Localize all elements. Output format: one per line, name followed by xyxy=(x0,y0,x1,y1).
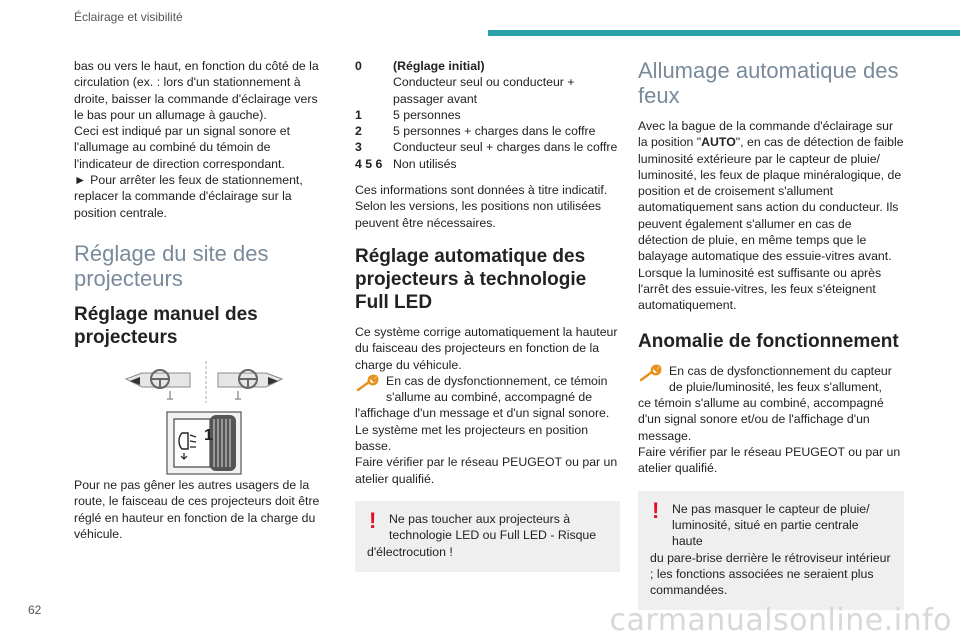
fault-lead-text: En cas de dysfonctionnement, ce témoin s'allume au combiné, accompagné de xyxy=(386,373,608,405)
position-subtext: Conducteur seul ou conducteur + passager avant xyxy=(393,75,575,106)
alert-cont-text: d'électrocution ! xyxy=(367,544,453,559)
intro-text: bas ou vers le haut, en fonction du côté de la circulation (ex. : lors d'un stationnement à droite, baisser la commande d'éclairage vers le bas pour un allumage à gauche). xyxy=(74,59,319,122)
sensor-fault-lead-text: En cas de dysfonctionnement du capteur de pluie/luminosité, les feux s'allument, xyxy=(669,363,892,394)
exclamation-icon: ! xyxy=(369,507,377,533)
heading-auto-lights: Allumage automatique des feux xyxy=(638,58,899,108)
position-description: 5 personnes xyxy=(393,107,461,122)
bullet-arrow-icon: ► xyxy=(74,173,87,188)
wrench-warning-icon xyxy=(638,363,664,385)
auto-position-label: AUTO xyxy=(701,135,736,150)
heading-auto-adjust: Réglage automatique des projecteurs à technologie Full LED xyxy=(355,245,587,313)
heading-site: Réglage du site des projecteurs xyxy=(74,240,269,291)
exclamation-icon: ! xyxy=(652,497,660,523)
auto-lights-text xyxy=(638,118,904,265)
heading-anomaly: Anomalie de fonctionnement xyxy=(638,330,899,352)
alert-cont-text: du pare-brise derrière le rétroviseur intérieur ; les fonctions associées ne seraient plus commandées. xyxy=(650,550,891,598)
auto-lights-text-b: ", en cas de détection de faible luminosité extérieure par le capteur de pluie/ luminosité, les feux de plaque minéralogique, de position et de croisement s'allument automatiquement sans action du conducteur. Ils peuvent également s'allumer en cas de détection de pluie, en même temps que le balayage automatique des essuie-vitres avant. xyxy=(638,135,904,264)
column-3 xyxy=(638,58,904,610)
position-number: 3 xyxy=(355,140,362,155)
dashboard-steering-icon xyxy=(124,359,284,405)
headlamp-adjust-illustration xyxy=(74,359,329,469)
signal-text: Ceci est indiqué par un signal sonore et l'allumage au combiné du témoin de l'indicateur de direction correspondant. xyxy=(74,124,291,171)
led-alert-box xyxy=(355,501,620,572)
info-text: Ces informations sont données à titre indicatif. Selon les versions, les positions non utilisées peuvent être nécessaires. xyxy=(355,183,608,230)
auto-adjust-text: Ce système corrige automatiquement la hauteur du faisceau des projecteurs en fonction de la charge du véhicule. xyxy=(355,324,618,372)
position-description: Non utilisés xyxy=(393,156,457,171)
knob-position-label: 1 xyxy=(204,426,213,444)
position-number: 4 5 6 xyxy=(355,156,383,171)
stop-instruction xyxy=(74,172,329,221)
header-accent-bar xyxy=(488,30,960,36)
fault-cont-text: l'affichage d'un message et d'un signal sonore. xyxy=(355,406,610,421)
position-description: 5 personnes + charges dans le coffre xyxy=(393,124,596,139)
position-title: (Réglage initial) xyxy=(393,59,485,73)
position-description xyxy=(393,58,620,107)
heading-manual: Réglage manuel des projecteurs xyxy=(74,303,258,348)
alert-lead-text: Ne pas toucher aux projecteurs à technologie LED ou Full LED - Risque xyxy=(389,511,597,543)
auto-lights-text-a: Avec la bague de la commande d'éclairage sur la position " xyxy=(638,119,894,150)
alert-lead-text: Ne pas masquer le capteur de pluie/ luminosité, situé en partie centrale haute xyxy=(672,501,870,549)
verify-text: Faire vérifier par le réseau PEUGEOT ou par un atelier qualifié. xyxy=(355,455,618,486)
page-number: 62 xyxy=(28,603,42,617)
low-position-text: Le système met les projecteurs en position basse. xyxy=(355,422,589,454)
column-2 xyxy=(355,58,620,572)
adjust-explanation: Pour ne pas gêner les autres usagers de la route, le faisceau de ces projecteurs doit être réglé en hauteur en fonction de la charge du véhicule. xyxy=(74,477,320,541)
wrench-warning-icon xyxy=(355,373,381,395)
load-positions-table xyxy=(355,58,620,172)
position-description: Conducteur seul + charges dans le coffre xyxy=(393,140,618,155)
sensor-alert-box xyxy=(638,491,904,611)
stop-text: Pour arrêter les feux de stationnement, replacer la commande d'éclairage sur la position centrale. xyxy=(74,173,303,220)
position-number: 2 xyxy=(355,124,362,139)
sensor-fault-notice xyxy=(638,363,904,396)
watermark: carmanualsonline.info xyxy=(609,603,952,638)
position-number: 1 xyxy=(355,107,362,122)
fault-notice xyxy=(355,373,620,406)
verify-text: Faire vérifier par le réseau PEUGEOT ou par un atelier qualifié. xyxy=(638,445,901,476)
section-header: Éclairage et visibilité xyxy=(74,10,183,24)
position-number: 0 xyxy=(355,59,362,73)
column-1 xyxy=(74,58,329,542)
sensor-fault-cont-text: ce témoin s'allume au combiné, accompagné d'un signal sonore et/ou de l'affichage d'un message. xyxy=(638,396,884,443)
lights-off-text: Lorsque la luminosité est suffisante ou après l'arrêt des essuie-vitres, les feux s'éteignent automatiquement. xyxy=(638,265,882,313)
